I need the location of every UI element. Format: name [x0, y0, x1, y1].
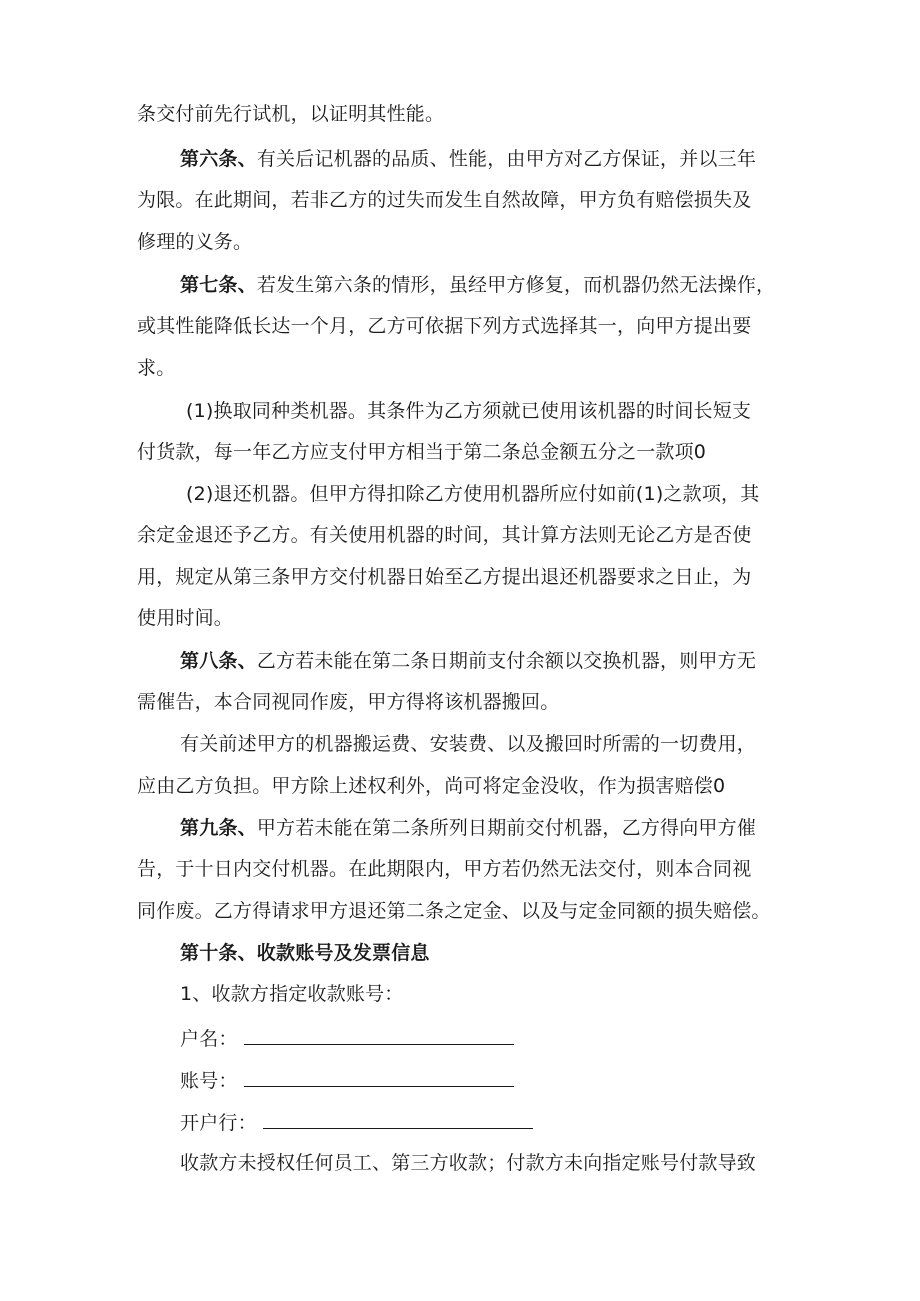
account-name-row [180, 1024, 514, 1052]
paragraph-line: 修理的义务。 [137, 231, 253, 253]
article-6-text: 有关后记机器的品质、性能，由甲方对乙方保证，并以三年 [256, 148, 757, 170]
bank-label: 开户行： [180, 1112, 257, 1134]
paragraph-line: 使用时间。 [137, 607, 234, 629]
account-number-row [180, 1066, 514, 1094]
paragraph-line: 告，于十日内交付机器。在此期限内，甲方若仍然无法交付，则本合同视 [137, 858, 752, 880]
paragraph-line: 余定金退还予乙方。有关使用机器的时间，其计算方法则无论乙方是否使 [137, 524, 752, 546]
paragraph-line: 付货款，每一年乙方应支付甲方相当于第二条总金额五分之一款项0 [137, 441, 707, 463]
list-item-2-line: (2)退还机器。但甲方得扣除乙方使用机器所应付如前(1)之款项，其 [186, 483, 760, 505]
account-name-blank[interactable] [244, 1024, 514, 1045]
paragraph-line: 求。 [137, 357, 176, 379]
paragraph-line: 收款方未授权任何员工、第三方收款；付款方未向指定账号付款导致 [180, 1152, 757, 1174]
article-7-text: 若发生第六条的情形，虽经甲方修复，而机器仍然无法操作， [256, 274, 776, 296]
heading-comma: 、 [237, 650, 257, 672]
account-number-label: 账号： [180, 1070, 238, 1092]
account-name-label: 户名： [180, 1028, 238, 1050]
paragraph-line: 用，规定从第三条甲方交付机器日始至乙方提出退还机器要求之日止，为 [137, 566, 752, 588]
article-9-line [180, 815, 756, 841]
paragraph-line: 需催告，本合同视同作废，甲方得将该机器搬回。 [137, 691, 560, 713]
paragraph-line: 为限。在此期间，若非乙方的过失而发生自然故障，甲方负有赔偿损失及 [137, 189, 752, 211]
paragraph-line: 有关前述甲方的机器搬运费、安装费、以及搬回时所需的一切费用， [180, 733, 757, 755]
bank-row [180, 1108, 533, 1136]
article-7-heading: 第七条 [180, 274, 238, 296]
article-7-line [180, 272, 775, 298]
heading-comma: 、 [237, 274, 257, 296]
article-10-heading: 第十条、收款账号及发票信息 [180, 942, 430, 964]
paragraph-line: 应由乙方负担。甲方除上述权利外，尚可将定金没收，作为损害赔偿0 [137, 775, 726, 797]
article-8-text: 乙方若未能在第二条日期前支付余额以交换机器，则甲方无 [256, 650, 757, 672]
bank-blank[interactable] [263, 1108, 533, 1129]
account-intro-line: 1、收款方指定收款账号： [180, 983, 404, 1005]
article-8-line [180, 648, 756, 674]
heading-comma: 、 [237, 817, 257, 839]
article-9-text: 甲方若未能在第二条所列日期前交付机器，乙方得向甲方催 [256, 817, 757, 839]
list-item-1-line: (1)换取同种类机器。其条件为乙方须就已使用该机器的时间长短支 [186, 400, 752, 422]
heading-comma: 、 [237, 148, 257, 170]
paragraph-line: 同作废。乙方得请求甲方退还第二条之定金、以及与定金同额的损失赔偿。 [137, 900, 771, 922]
article-8-heading: 第八条 [180, 650, 238, 672]
paragraph-line: 或其性能降低长达一个月，乙方可依据下列方式选择其一，向甲方提出要 [137, 315, 752, 337]
article-9-heading: 第九条 [180, 817, 238, 839]
article-6-heading: 第六条 [180, 148, 238, 170]
paragraph-line: 条交付前先行试机，以证明其性能。 [137, 103, 445, 125]
account-number-blank[interactable] [244, 1066, 514, 1087]
article-6-line [180, 146, 756, 172]
